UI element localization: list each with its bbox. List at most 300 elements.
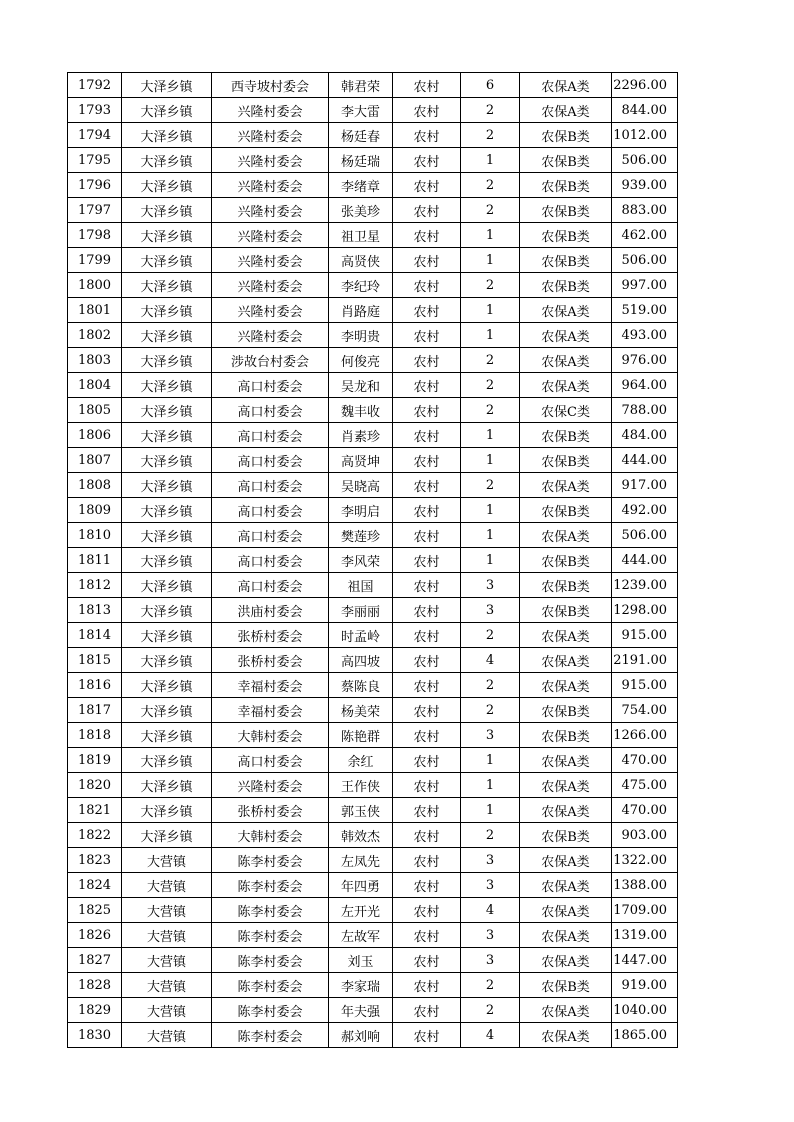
township-cell: 大泽乡镇 bbox=[122, 323, 212, 348]
household-size-cell: 2 bbox=[461, 998, 520, 1023]
insurance-class-cell: 农保B类 bbox=[520, 148, 612, 173]
insurance-class-cell: 农保A类 bbox=[520, 323, 612, 348]
table-row bbox=[68, 173, 678, 198]
insurance-class-cell: 农保A类 bbox=[520, 348, 612, 373]
table-row bbox=[68, 948, 678, 973]
village-committee-cell: 幸福村委会 bbox=[212, 673, 329, 698]
insurance-class-cell: 农保B类 bbox=[520, 248, 612, 273]
insurance-class-cell: 农保A类 bbox=[520, 73, 612, 98]
person-name-cell: 郝刘响 bbox=[329, 1023, 393, 1048]
person-name-cell: 李家瑞 bbox=[329, 973, 393, 998]
table-row bbox=[68, 448, 678, 473]
village-committee-cell: 兴隆村委会 bbox=[212, 98, 329, 123]
row-number-cell: 1810 bbox=[68, 523, 122, 548]
amount-cell: 976.00 bbox=[612, 348, 678, 373]
household-size-cell: 2 bbox=[461, 173, 520, 198]
insurance-class-cell: 农保B类 bbox=[520, 973, 612, 998]
row-number-cell: 1812 bbox=[68, 573, 122, 598]
table-row bbox=[68, 123, 678, 148]
table-row bbox=[68, 273, 678, 298]
table-row bbox=[68, 723, 678, 748]
household-size-cell: 1 bbox=[461, 773, 520, 798]
amount-cell: 788.00 bbox=[612, 398, 678, 423]
table-row bbox=[68, 473, 678, 498]
person-name-cell: 韩君荣 bbox=[329, 73, 393, 98]
village-committee-cell: 大韩村委会 bbox=[212, 823, 329, 848]
village-committee-cell: 高口村委会 bbox=[212, 423, 329, 448]
row-number-cell: 1806 bbox=[68, 423, 122, 448]
table-row bbox=[68, 148, 678, 173]
row-number-cell: 1802 bbox=[68, 323, 122, 348]
village-committee-cell: 陈李村委会 bbox=[212, 998, 329, 1023]
insurance-class-cell: 农保B类 bbox=[520, 498, 612, 523]
amount-cell: 444.00 bbox=[612, 548, 678, 573]
township-cell: 大泽乡镇 bbox=[122, 798, 212, 823]
household-size-cell: 6 bbox=[461, 73, 520, 98]
table-row bbox=[68, 923, 678, 948]
insurance-class-cell: 农保A类 bbox=[520, 623, 612, 648]
township-cell: 大营镇 bbox=[122, 923, 212, 948]
row-number-cell: 1825 bbox=[68, 898, 122, 923]
person-name-cell: 高贤坤 bbox=[329, 448, 393, 473]
amount-cell: 506.00 bbox=[612, 523, 678, 548]
amount-cell: 1709.00 bbox=[612, 898, 678, 923]
roster-body bbox=[68, 73, 678, 1048]
row-number-cell: 1819 bbox=[68, 748, 122, 773]
amount-cell: 506.00 bbox=[612, 248, 678, 273]
village-committee-cell: 高口村委会 bbox=[212, 548, 329, 573]
row-number-cell: 1817 bbox=[68, 698, 122, 723]
village-committee-cell: 兴隆村委会 bbox=[212, 223, 329, 248]
residence-type-cell: 农村 bbox=[393, 723, 461, 748]
row-number-cell: 1824 bbox=[68, 873, 122, 898]
household-size-cell: 2 bbox=[461, 473, 520, 498]
household-size-cell: 2 bbox=[461, 698, 520, 723]
residence-type-cell: 农村 bbox=[393, 98, 461, 123]
household-size-cell: 2 bbox=[461, 373, 520, 398]
household-size-cell: 2 bbox=[461, 198, 520, 223]
residence-type-cell: 农村 bbox=[393, 973, 461, 998]
table-row bbox=[68, 73, 678, 98]
township-cell: 大泽乡镇 bbox=[122, 73, 212, 98]
township-cell: 大泽乡镇 bbox=[122, 673, 212, 698]
residence-type-cell: 农村 bbox=[393, 323, 461, 348]
person-name-cell: 杨廷瑞 bbox=[329, 148, 393, 173]
residence-type-cell: 农村 bbox=[393, 473, 461, 498]
village-committee-cell: 兴隆村委会 bbox=[212, 298, 329, 323]
village-committee-cell: 高口村委会 bbox=[212, 473, 329, 498]
household-size-cell: 4 bbox=[461, 1023, 520, 1048]
insurance-class-cell: 农保A类 bbox=[520, 673, 612, 698]
row-number-cell: 1799 bbox=[68, 248, 122, 273]
village-committee-cell: 西寺坡村委会 bbox=[212, 73, 329, 98]
person-name-cell: 樊莲珍 bbox=[329, 523, 393, 548]
table-row bbox=[68, 498, 678, 523]
insurance-class-cell: 农保B类 bbox=[520, 448, 612, 473]
person-name-cell: 杨美荣 bbox=[329, 698, 393, 723]
residence-type-cell: 农村 bbox=[393, 423, 461, 448]
household-size-cell: 2 bbox=[461, 398, 520, 423]
township-cell: 大营镇 bbox=[122, 973, 212, 998]
residence-type-cell: 农村 bbox=[393, 798, 461, 823]
insurance-class-cell: 农保A类 bbox=[520, 473, 612, 498]
residence-type-cell: 农村 bbox=[393, 1023, 461, 1048]
township-cell: 大泽乡镇 bbox=[122, 223, 212, 248]
person-name-cell: 陈艳群 bbox=[329, 723, 393, 748]
table-row bbox=[68, 698, 678, 723]
table-row bbox=[68, 798, 678, 823]
residence-type-cell: 农村 bbox=[393, 523, 461, 548]
table-row bbox=[68, 548, 678, 573]
residence-type-cell: 农村 bbox=[393, 698, 461, 723]
residence-type-cell: 农村 bbox=[393, 73, 461, 98]
village-committee-cell: 涉故台村委会 bbox=[212, 348, 329, 373]
amount-cell: 2191.00 bbox=[612, 648, 678, 673]
amount-cell: 919.00 bbox=[612, 973, 678, 998]
insurance-class-cell: 农保A类 bbox=[520, 948, 612, 973]
household-size-cell: 1 bbox=[461, 448, 520, 473]
village-committee-cell: 高口村委会 bbox=[212, 498, 329, 523]
household-size-cell: 1 bbox=[461, 298, 520, 323]
table-row bbox=[68, 523, 678, 548]
row-number-cell: 1809 bbox=[68, 498, 122, 523]
insurance-class-cell: 农保A类 bbox=[520, 298, 612, 323]
person-name-cell: 肖素珍 bbox=[329, 423, 393, 448]
insurance-class-cell: 农保B类 bbox=[520, 423, 612, 448]
person-name-cell: 年夫强 bbox=[329, 998, 393, 1023]
household-size-cell: 3 bbox=[461, 573, 520, 598]
township-cell: 大泽乡镇 bbox=[122, 373, 212, 398]
village-committee-cell: 陈李村委会 bbox=[212, 873, 329, 898]
household-size-cell: 2 bbox=[461, 98, 520, 123]
amount-cell: 1266.00 bbox=[612, 723, 678, 748]
row-number-cell: 1827 bbox=[68, 948, 122, 973]
row-number-cell: 1800 bbox=[68, 273, 122, 298]
amount-cell: 964.00 bbox=[612, 373, 678, 398]
person-name-cell: 韩效杰 bbox=[329, 823, 393, 848]
residence-type-cell: 农村 bbox=[393, 498, 461, 523]
residence-type-cell: 农村 bbox=[393, 173, 461, 198]
residence-type-cell: 农村 bbox=[393, 398, 461, 423]
person-name-cell: 左故军 bbox=[329, 923, 393, 948]
village-committee-cell: 兴隆村委会 bbox=[212, 173, 329, 198]
residence-type-cell: 农村 bbox=[393, 623, 461, 648]
table-row bbox=[68, 848, 678, 873]
village-committee-cell: 高口村委会 bbox=[212, 523, 329, 548]
table-row bbox=[68, 623, 678, 648]
row-number-cell: 1805 bbox=[68, 398, 122, 423]
table-row bbox=[68, 598, 678, 623]
person-name-cell: 李绪章 bbox=[329, 173, 393, 198]
table-row bbox=[68, 323, 678, 348]
village-committee-cell: 高口村委会 bbox=[212, 748, 329, 773]
household-size-cell: 2 bbox=[461, 673, 520, 698]
person-name-cell: 杨廷春 bbox=[329, 123, 393, 148]
residence-type-cell: 农村 bbox=[393, 123, 461, 148]
amount-cell: 1865.00 bbox=[612, 1023, 678, 1048]
table-row bbox=[68, 823, 678, 848]
row-number-cell: 1828 bbox=[68, 973, 122, 998]
household-size-cell: 2 bbox=[461, 123, 520, 148]
table-row bbox=[68, 973, 678, 998]
insurance-class-cell: 农保A类 bbox=[520, 773, 612, 798]
residence-type-cell: 农村 bbox=[393, 373, 461, 398]
amount-cell: 754.00 bbox=[612, 698, 678, 723]
insurance-class-cell: 农保B类 bbox=[520, 573, 612, 598]
row-number-cell: 1794 bbox=[68, 123, 122, 148]
residence-type-cell: 农村 bbox=[393, 348, 461, 373]
residence-type-cell: 农村 bbox=[393, 923, 461, 948]
residence-type-cell: 农村 bbox=[393, 898, 461, 923]
person-name-cell: 李纪玲 bbox=[329, 273, 393, 298]
person-name-cell: 吴龙和 bbox=[329, 373, 393, 398]
household-size-cell: 2 bbox=[461, 348, 520, 373]
amount-cell: 883.00 bbox=[612, 198, 678, 223]
amount-cell: 903.00 bbox=[612, 823, 678, 848]
row-number-cell: 1813 bbox=[68, 598, 122, 623]
amount-cell: 470.00 bbox=[612, 798, 678, 823]
amount-cell: 492.00 bbox=[612, 498, 678, 523]
person-name-cell: 祖卫星 bbox=[329, 223, 393, 248]
village-committee-cell: 陈李村委会 bbox=[212, 948, 329, 973]
township-cell: 大泽乡镇 bbox=[122, 348, 212, 373]
person-name-cell: 李大雷 bbox=[329, 98, 393, 123]
residence-type-cell: 农村 bbox=[393, 823, 461, 848]
household-size-cell: 1 bbox=[461, 748, 520, 773]
table-row bbox=[68, 248, 678, 273]
row-number-cell: 1820 bbox=[68, 773, 122, 798]
village-committee-cell: 高口村委会 bbox=[212, 398, 329, 423]
residence-type-cell: 农村 bbox=[393, 248, 461, 273]
household-size-cell: 2 bbox=[461, 823, 520, 848]
township-cell: 大泽乡镇 bbox=[122, 173, 212, 198]
residence-type-cell: 农村 bbox=[393, 223, 461, 248]
row-number-cell: 1798 bbox=[68, 223, 122, 248]
amount-cell: 1322.00 bbox=[612, 848, 678, 873]
household-size-cell: 1 bbox=[461, 148, 520, 173]
insurance-class-cell: 农保C类 bbox=[520, 398, 612, 423]
person-name-cell: 郭玉侠 bbox=[329, 798, 393, 823]
amount-cell: 506.00 bbox=[612, 148, 678, 173]
household-size-cell: 4 bbox=[461, 898, 520, 923]
residence-type-cell: 农村 bbox=[393, 573, 461, 598]
village-committee-cell: 陈李村委会 bbox=[212, 898, 329, 923]
person-name-cell: 祖国 bbox=[329, 573, 393, 598]
person-name-cell: 肖路庭 bbox=[329, 298, 393, 323]
township-cell: 大泽乡镇 bbox=[122, 723, 212, 748]
township-cell: 大泽乡镇 bbox=[122, 698, 212, 723]
household-size-cell: 3 bbox=[461, 723, 520, 748]
township-cell: 大泽乡镇 bbox=[122, 98, 212, 123]
amount-cell: 1388.00 bbox=[612, 873, 678, 898]
amount-cell: 997.00 bbox=[612, 273, 678, 298]
person-name-cell: 时孟岭 bbox=[329, 623, 393, 648]
township-cell: 大营镇 bbox=[122, 873, 212, 898]
township-cell: 大泽乡镇 bbox=[122, 523, 212, 548]
insurance-class-cell: 农保A类 bbox=[520, 898, 612, 923]
row-number-cell: 1795 bbox=[68, 148, 122, 173]
township-cell: 大营镇 bbox=[122, 848, 212, 873]
table-row bbox=[68, 373, 678, 398]
insurance-class-cell: 农保B类 bbox=[520, 723, 612, 748]
insurance-class-cell: 农保B类 bbox=[520, 198, 612, 223]
insurance-class-cell: 农保A类 bbox=[520, 1023, 612, 1048]
table-row bbox=[68, 748, 678, 773]
amount-cell: 917.00 bbox=[612, 473, 678, 498]
insurance-class-cell: 农保B类 bbox=[520, 823, 612, 848]
person-name-cell: 高四坡 bbox=[329, 648, 393, 673]
row-number-cell: 1796 bbox=[68, 173, 122, 198]
table-row bbox=[68, 673, 678, 698]
table-row bbox=[68, 573, 678, 598]
township-cell: 大泽乡镇 bbox=[122, 498, 212, 523]
residence-type-cell: 农村 bbox=[393, 598, 461, 623]
household-size-cell: 1 bbox=[461, 498, 520, 523]
insurance-class-cell: 农保A类 bbox=[520, 748, 612, 773]
row-number-cell: 1818 bbox=[68, 723, 122, 748]
residence-type-cell: 农村 bbox=[393, 848, 461, 873]
person-name-cell: 李风荣 bbox=[329, 548, 393, 573]
village-committee-cell: 幸福村委会 bbox=[212, 698, 329, 723]
amount-cell: 1298.00 bbox=[612, 598, 678, 623]
insurance-class-cell: 农保A类 bbox=[520, 98, 612, 123]
table-row bbox=[68, 423, 678, 448]
amount-cell: 462.00 bbox=[612, 223, 678, 248]
insurance-class-cell: 农保A类 bbox=[520, 373, 612, 398]
person-name-cell: 李丽丽 bbox=[329, 598, 393, 623]
household-size-cell: 1 bbox=[461, 523, 520, 548]
amount-cell: 915.00 bbox=[612, 623, 678, 648]
village-committee-cell: 兴隆村委会 bbox=[212, 273, 329, 298]
person-name-cell: 李明贵 bbox=[329, 323, 393, 348]
township-cell: 大泽乡镇 bbox=[122, 298, 212, 323]
village-committee-cell: 兴隆村委会 bbox=[212, 148, 329, 173]
amount-cell: 1012.00 bbox=[612, 123, 678, 148]
person-name-cell: 王作侠 bbox=[329, 773, 393, 798]
township-cell: 大泽乡镇 bbox=[122, 548, 212, 573]
table-row bbox=[68, 98, 678, 123]
person-name-cell: 魏丰收 bbox=[329, 398, 393, 423]
township-cell: 大泽乡镇 bbox=[122, 123, 212, 148]
table-row bbox=[68, 223, 678, 248]
amount-cell: 1447.00 bbox=[612, 948, 678, 973]
table-row bbox=[68, 348, 678, 373]
amount-cell: 493.00 bbox=[612, 323, 678, 348]
township-cell: 大营镇 bbox=[122, 948, 212, 973]
amount-cell: 475.00 bbox=[612, 773, 678, 798]
township-cell: 大泽乡镇 bbox=[122, 598, 212, 623]
township-cell: 大泽乡镇 bbox=[122, 273, 212, 298]
person-name-cell: 李明启 bbox=[329, 498, 393, 523]
amount-cell: 470.00 bbox=[612, 748, 678, 773]
township-cell: 大泽乡镇 bbox=[122, 648, 212, 673]
person-name-cell: 高贤侠 bbox=[329, 248, 393, 273]
residence-type-cell: 农村 bbox=[393, 148, 461, 173]
row-number-cell: 1815 bbox=[68, 648, 122, 673]
insurance-class-cell: 农保A类 bbox=[520, 848, 612, 873]
residence-type-cell: 农村 bbox=[393, 198, 461, 223]
row-number-cell: 1808 bbox=[68, 473, 122, 498]
township-cell: 大泽乡镇 bbox=[122, 198, 212, 223]
township-cell: 大泽乡镇 bbox=[122, 823, 212, 848]
village-committee-cell: 张桥村委会 bbox=[212, 798, 329, 823]
amount-cell: 519.00 bbox=[612, 298, 678, 323]
household-size-cell: 1 bbox=[461, 248, 520, 273]
amount-cell: 844.00 bbox=[612, 98, 678, 123]
person-name-cell: 左凤先 bbox=[329, 848, 393, 873]
village-committee-cell: 陈李村委会 bbox=[212, 923, 329, 948]
household-size-cell: 1 bbox=[461, 423, 520, 448]
household-size-cell: 3 bbox=[461, 923, 520, 948]
household-size-cell: 1 bbox=[461, 323, 520, 348]
township-cell: 大泽乡镇 bbox=[122, 398, 212, 423]
residence-type-cell: 农村 bbox=[393, 648, 461, 673]
row-number-cell: 1807 bbox=[68, 448, 122, 473]
household-size-cell: 3 bbox=[461, 598, 520, 623]
township-cell: 大泽乡镇 bbox=[122, 423, 212, 448]
row-number-cell: 1816 bbox=[68, 673, 122, 698]
residence-type-cell: 农村 bbox=[393, 773, 461, 798]
table-row bbox=[68, 1023, 678, 1048]
table-row bbox=[68, 898, 678, 923]
row-number-cell: 1830 bbox=[68, 1023, 122, 1048]
township-cell: 大泽乡镇 bbox=[122, 748, 212, 773]
insurance-class-cell: 农保A类 bbox=[520, 648, 612, 673]
village-committee-cell: 大韩村委会 bbox=[212, 723, 329, 748]
row-number-cell: 1814 bbox=[68, 623, 122, 648]
row-number-cell: 1811 bbox=[68, 548, 122, 573]
row-number-cell: 1823 bbox=[68, 848, 122, 873]
household-size-cell: 1 bbox=[461, 798, 520, 823]
township-cell: 大泽乡镇 bbox=[122, 248, 212, 273]
insurance-class-cell: 农保B类 bbox=[520, 698, 612, 723]
person-name-cell: 余红 bbox=[329, 748, 393, 773]
insurance-class-cell: 农保B类 bbox=[520, 548, 612, 573]
amount-cell: 484.00 bbox=[612, 423, 678, 448]
village-committee-cell: 兴隆村委会 bbox=[212, 123, 329, 148]
village-committee-cell: 兴隆村委会 bbox=[212, 198, 329, 223]
residence-type-cell: 农村 bbox=[393, 298, 461, 323]
insurance-class-cell: 农保B类 bbox=[520, 223, 612, 248]
person-name-cell: 年四勇 bbox=[329, 873, 393, 898]
row-number-cell: 1829 bbox=[68, 998, 122, 1023]
insurance-class-cell: 农保A类 bbox=[520, 873, 612, 898]
row-number-cell: 1797 bbox=[68, 198, 122, 223]
insurance-class-cell: 农保B类 bbox=[520, 598, 612, 623]
residence-type-cell: 农村 bbox=[393, 548, 461, 573]
row-number-cell: 1826 bbox=[68, 923, 122, 948]
amount-cell: 915.00 bbox=[612, 673, 678, 698]
township-cell: 大营镇 bbox=[122, 898, 212, 923]
village-committee-cell: 兴隆村委会 bbox=[212, 323, 329, 348]
amount-cell: 2296.00 bbox=[612, 73, 678, 98]
village-committee-cell: 陈李村委会 bbox=[212, 1023, 329, 1048]
amount-cell: 1040.00 bbox=[612, 998, 678, 1023]
insurance-class-cell: 农保A类 bbox=[520, 523, 612, 548]
table-row bbox=[68, 998, 678, 1023]
insurance-class-cell: 农保A类 bbox=[520, 798, 612, 823]
residence-type-cell: 农村 bbox=[393, 998, 461, 1023]
person-name-cell: 吴晓高 bbox=[329, 473, 393, 498]
township-cell: 大营镇 bbox=[122, 1023, 212, 1048]
table-row bbox=[68, 873, 678, 898]
household-size-cell: 3 bbox=[461, 848, 520, 873]
township-cell: 大泽乡镇 bbox=[122, 573, 212, 598]
roster-table bbox=[67, 72, 678, 1048]
household-size-cell: 2 bbox=[461, 973, 520, 998]
table-row bbox=[68, 198, 678, 223]
table-row bbox=[68, 773, 678, 798]
